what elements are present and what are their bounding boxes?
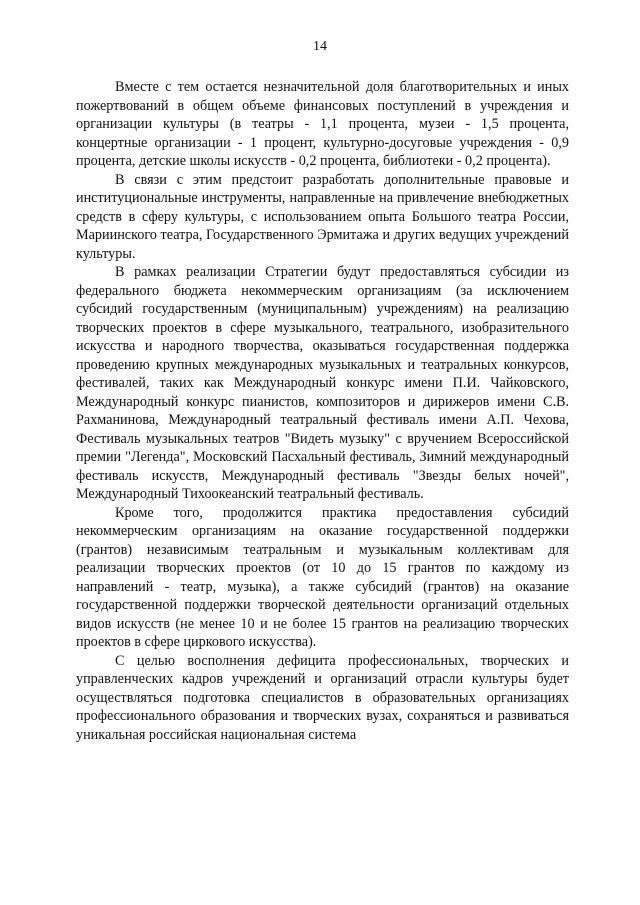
paragraph-grants-practice: Кроме того, продолжится практика предоставления субсидий некоммерческим организациям на оказание государственной поддержки (грантов) независимым театральным и музыкальным коллективам для реализации творческих проектов (от 10 до 15 грантов по каждому из направлений - театр, музыка), а также субсидий (грантов) на оказание государственной поддержки творческой деятельности организаций отдельных видов искусств (не менее 10 и не более 15 грантов на реализацию творческих проектов в сфере циркового искусства).: [76, 504, 569, 650]
paragraph-personnel-training: С целью восполнения дефицита профессиональных, творческих и управленческих кадров учреждений и организаций отрасли культуры будет осуществляться подготовка специалистов в образовательных организациях профессионального образования и творческих вузах, сохраняться и развиваться уникальная российская национальная система: [76, 652, 569, 743]
paragraph-donations-share: Вместе с тем остается незначительной доля благотворительных и иных пожертвований в общем объеме финансовых поступлений в учреждения и организации культуры (в театры - 1,1 процента, музеи - 1,5 процента, концертные организации - 1 процент, культурно-досуговые учреждения - 0,9 процента, детские школы искусств - 0,2 процента, библиотеки - 0,2 процента).: [76, 79, 569, 169]
page-number: 14: [313, 39, 327, 54]
paragraph-extrabudgetary-funds: В связи с этим предстоит разработать дополнительные правовые и институциональные инструменты, направленные на привлечение внебюджетных средств в сферу культуры, с использованием опыта Большого театра России, Мариинского театра, Государственного Эрмитажа и других ведущих учреждений культуры.: [76, 171, 569, 262]
document-body: [76, 78, 569, 744]
paragraph-strategy-subsidies: В рамках реализации Стратегии будут предоставляться субсидии из федерального бюджета некоммерческим организациям (за исключением субсидий государственным (муниципальным) учреждениям) на реализацию творческих проектов в сфере музыкального, театрального, изобразительного искусства и народного творчества, оказываться государственная поддержка проведению крупных международных музыкальных и театральных конкурсов, фестивалей, таких как Международный конкурс имени П.И. Чайковского, Международный конкурс пианистов, композиторов и дирижеров имени С.В. Рахманинова, Международный театральный фестиваль имени А.П. Чехова, Фестиваль музыкальных театров "Видеть музыку" с вручением Всероссийской премии "Легенда", Московский Пасхальный фестиваль, Зимний международный фестиваль искусств, Международный фестиваль "Звезды белых ночей", Международный Тихоокеанский театральный фестиваль.: [76, 264, 569, 502]
